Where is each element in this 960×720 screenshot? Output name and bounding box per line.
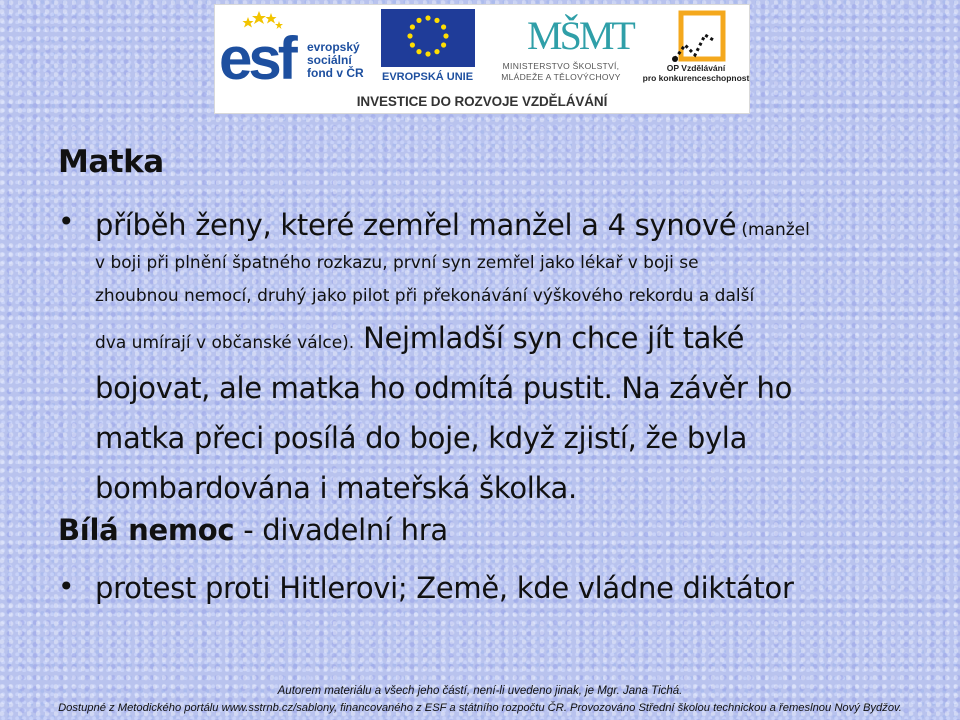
footer-source: Dostupné z Metodického portálu www.sstrnb.cz/sablony, financovaného z ESF a státního rozpočtu ČR. Provozováno Střední školou technickou a řemeslnou Nový Bydžov. (58, 702, 902, 714)
bullet-item-2 (95, 566, 935, 610)
msmt-logo-text: MŠMT (527, 13, 633, 58)
heading2-rest: - divadelní hra (234, 513, 448, 547)
msmt-label-line-2: MLÁDEŽE A TĚLOVÝCHOVY (501, 72, 621, 82)
bullet-item-1 (95, 203, 935, 513)
esf-word-3: fond v ČR (307, 66, 364, 80)
footer-author: Autorem materiálu a všech jeho částí, není-li uvedeno jinak, je Mgr. Jana Tichá. (277, 685, 683, 697)
item1-rest-line-4: Nejmladší syn chce jít také (354, 321, 745, 355)
bullet-2: • (58, 570, 75, 603)
item2-text: protest proti Hitlerovi; Země, kde vládne diktátor (95, 571, 794, 605)
bullet-1: • (58, 205, 75, 238)
item1-note-line-2: v boji při plnění špatného rozkazu, první syn zemřel jako lékař v boji se (95, 253, 699, 273)
heading-matka: Matka (58, 144, 164, 180)
esf-word-1: evropský (307, 40, 360, 54)
esf-word-2: sociální (307, 53, 352, 67)
item1-rest-line-6: matka přeci posílá do boje, když zjistí, že byla (95, 421, 748, 455)
op-label-line-2: pro konkurenceschopnost (642, 73, 750, 83)
item1-lead: příběh ženy, které zemřel manžel a 4 synové (95, 208, 737, 242)
banner-tagline: INVESTICE DO ROZVOJE VZDĚLÁVÁNÍ (356, 94, 608, 109)
item1-note-line-4: dva umírají v občanské válce). (95, 333, 355, 353)
eu-label: EVROPSKÁ UNIE (382, 71, 474, 83)
heading2-bold: Bílá nemoc (58, 513, 235, 547)
heading-bila-nemoc (58, 513, 448, 547)
item1-note-line-3: zhoubnou nemocí, druhý jako pilot při překonávání výškového rekordu a další (95, 286, 755, 306)
msmt-label-line-1: MINISTERSTVO ŠKOLSTVÍ, (502, 61, 620, 71)
esf-logo-text: esf (219, 25, 294, 92)
item1-note-start: (manžel (741, 220, 810, 240)
op-label-line-1: OP Vzdělávání (666, 63, 726, 73)
item1-rest-line-5: bojovat, ale matka ho odmítá pustit. Na závěr ho (95, 371, 793, 405)
item1-rest-line-7: bombardována i mateřská školka. (95, 471, 577, 505)
